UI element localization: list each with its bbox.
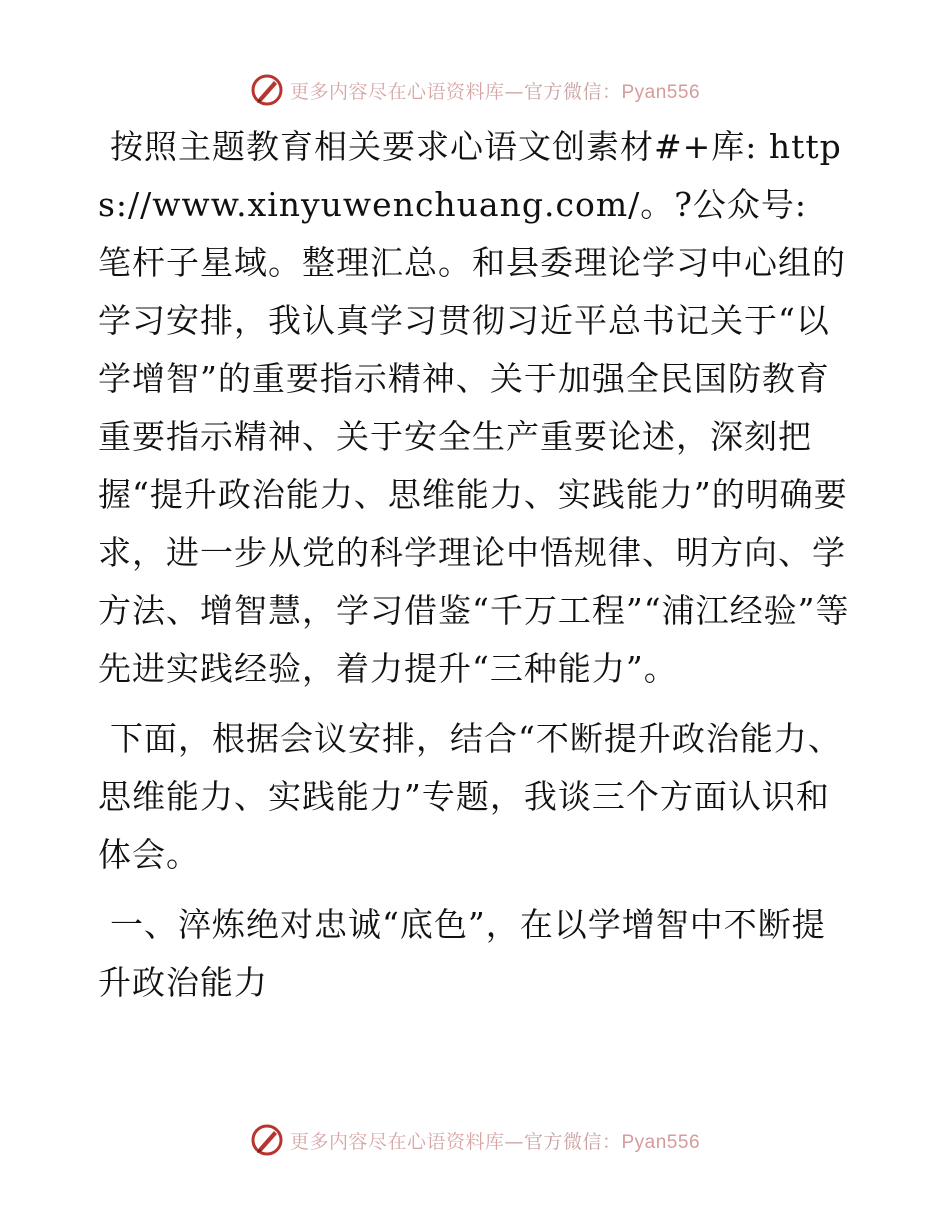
footer-separator: — — [504, 1130, 524, 1153]
pen-logo-icon — [250, 73, 284, 107]
header-banner-title: 更多内容尽在心语资料库 — [289, 80, 505, 103]
paragraph-topic — [98, 710, 850, 884]
footer-banner-text — [290, 1127, 700, 1154]
footer-banner-title: 更多内容尽在心语资料库 — [289, 1130, 505, 1153]
section-heading-1-text: 一、淬炼绝对忠诚“底色”，在以学增智中不断提升政治能力 — [98, 905, 826, 1002]
paragraph-intro — [98, 118, 850, 698]
footer-wechat-id: Pyan556 — [621, 1131, 701, 1153]
paragraph-intro-text: 按照主题教育相关要求心语文创素材#+库: https://www.xinyuwenchuang.com/。?公众号: 笔杆子星域。整理汇总。和县委理论学习中心组的学习安排，我认真学习贯彻习近平总书记关于“以学增智”的重要指示精神、关于加强全民国防教育重要指示精神、关于安全生产重要论述，深刻把握“提升政治能力、思维能力、实践能力”的明确要求，进一步从党的科学理论中悟规律、明方向、学方法、增智慧，学习借鉴“千万工程”“浦江经验”等先进实践经验，着力提升“三种能力”。 — [98, 127, 850, 688]
header-wechat-id: Pyan556 — [621, 81, 701, 103]
header-wechat-label: 官方微信： — [523, 80, 622, 103]
pen-logo-icon — [250, 1123, 284, 1157]
paragraph-topic-text: 下面，根据会议安排，结合“不断提升政治能力、思维能力、实践能力”专题，我谈三个方面认识和体会。 — [98, 719, 842, 874]
footer-banner — [0, 1120, 950, 1160]
document-body — [98, 118, 850, 1024]
footer-wechat-label: 官方微信： — [523, 1130, 622, 1153]
header-separator: — — [504, 80, 524, 103]
header-banner — [0, 70, 950, 110]
header-banner-text — [290, 77, 700, 104]
section-heading-1 — [98, 896, 850, 1012]
